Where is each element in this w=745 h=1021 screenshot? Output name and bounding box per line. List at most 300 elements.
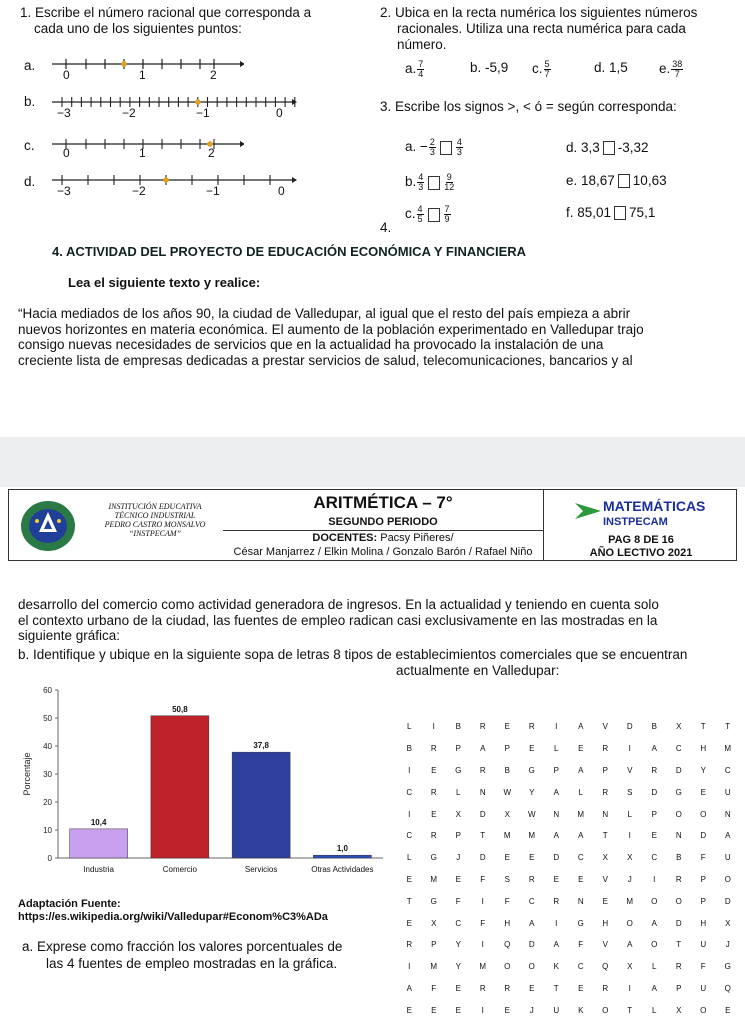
word-search-letter: N <box>479 787 486 797</box>
word-search-letter: G <box>430 853 437 863</box>
word-search-letter: M <box>577 809 585 819</box>
word-search-letter: J <box>529 1005 534 1015</box>
word-search-letter: V <box>602 940 608 950</box>
word-search-letter: I <box>481 940 484 950</box>
word-search-letter: I <box>653 874 656 884</box>
word-search-letter: E <box>602 896 608 906</box>
docentes-line <box>223 532 543 544</box>
word-search-letter: N <box>577 896 584 906</box>
word-search-letter: O <box>602 1005 609 1015</box>
page2-para-line: siguiente gráfica: <box>18 628 121 643</box>
word-search-letter: E <box>406 1005 412 1015</box>
q4-title: 4. ACTIVIDAD DEL PROYECTO DE EDUCACIÓN ECONÓMICA Y FINANCIERA <box>52 244 527 259</box>
word-search-letter: L <box>627 809 632 819</box>
q3-c-label: c. <box>405 206 416 222</box>
word-search-letter: E <box>529 744 535 754</box>
word-search-letter: W <box>527 809 536 819</box>
page-header <box>8 489 737 561</box>
word-search-letter: X <box>455 809 461 819</box>
word-search-letter: R <box>602 983 609 993</box>
word-search-letter: D <box>553 853 560 863</box>
word-search-letter: O <box>700 1005 707 1015</box>
word-search-letter: R <box>479 722 486 732</box>
page2-a-line2: las 4 fuentes de empleo mostradas en la gráfica. <box>46 956 338 971</box>
q3-b-answer-box[interactable] <box>428 176 440 190</box>
word-search-letter: T <box>676 940 682 950</box>
word-search-letter: F <box>700 962 706 972</box>
word-search-letter: L <box>652 1005 657 1015</box>
word-search-letter: D <box>700 831 707 841</box>
q2-item-e <box>659 60 684 79</box>
word-search-letter: D <box>675 918 682 928</box>
word-search-letter: L <box>652 962 657 972</box>
inst-line: PEDRO CASTRO MONSALVO <box>104 520 206 529</box>
word-search-letter: T <box>627 1005 633 1015</box>
word-search-letter: U <box>553 1005 560 1015</box>
word-search-letter: W <box>503 787 512 797</box>
word-search-letter: R <box>553 896 560 906</box>
q3-item-d <box>566 140 649 156</box>
word-search-letter: R <box>675 962 682 972</box>
q2-text-line3: número. <box>397 37 447 52</box>
word-search-letter: Y <box>455 962 461 972</box>
word-search-letter: K <box>553 962 559 972</box>
word-search-letter: D <box>479 809 486 819</box>
bar-value-label: 37,8 <box>253 741 269 751</box>
bar <box>70 829 128 858</box>
word-search-letter: T <box>406 896 412 906</box>
line-d-tick-1: −2 <box>132 184 146 198</box>
word-search-letter: V <box>602 722 608 732</box>
q3-c1-num: 4 <box>417 204 423 214</box>
y-tick-label: 40 <box>43 742 52 751</box>
header-divider <box>223 530 543 531</box>
line-d-tick-2: −1 <box>206 184 220 198</box>
y-axis-label: Porcentaje <box>22 752 32 796</box>
line-b-tick-0: −3 <box>57 106 71 120</box>
category-label: Industria <box>83 865 114 874</box>
y-tick-label: 60 <box>43 686 52 695</box>
word-search-letter: A <box>651 744 657 754</box>
q3-a1-num: 2 <box>429 137 435 147</box>
school-seal-logo <box>19 499 77 553</box>
q2-item-c <box>532 60 552 79</box>
line-a-letter: a. <box>24 58 36 73</box>
word-search-letter: G <box>577 918 584 928</box>
word-search-letter: M <box>528 831 536 841</box>
word-search-row <box>397 978 740 1000</box>
word-search-row <box>397 803 740 825</box>
page2-b-line1: b. Identifique y ubique en la siguiente sopa de letras 8 tipos de establecimientos comerciales que se encuentran <box>18 647 688 662</box>
word-search-letter: O <box>651 896 658 906</box>
word-search-letter: G <box>430 896 437 906</box>
word-search-letter: N <box>602 809 609 819</box>
word-search-letter: O <box>626 918 633 928</box>
bar-value-label: 10,4 <box>90 817 107 827</box>
word-search-letter: A <box>725 831 731 841</box>
word-search-letter: C <box>577 853 584 863</box>
word-search-letter: A <box>651 983 657 993</box>
word-search-letter: U <box>724 787 731 797</box>
word-search-letter: I <box>408 962 411 972</box>
q2-e-label: e. <box>659 61 671 77</box>
word-search-letter: R <box>406 940 413 950</box>
word-search-letter: H <box>504 918 511 928</box>
word-search-letter: P <box>676 983 682 993</box>
employment-bar-chart <box>18 680 388 885</box>
bar <box>232 752 290 858</box>
word-search-letter: E <box>578 744 584 754</box>
word-search-letter: H <box>700 744 707 754</box>
word-search-letter: D <box>528 940 535 950</box>
word-search-letter: N <box>724 809 731 819</box>
word-search-letter: I <box>555 722 558 732</box>
word-search-letter: U <box>724 853 731 863</box>
word-search-letter: E <box>504 722 510 732</box>
word-search-row <box>397 781 740 803</box>
word-search-letter: P <box>651 809 657 819</box>
word-search-row <box>397 760 740 782</box>
word-search-letter: C <box>675 744 682 754</box>
word-search-letter: D <box>675 765 682 775</box>
word-search-letter: A <box>553 831 559 841</box>
word-search-letter: E <box>431 765 437 775</box>
q2-a-num: 7 <box>418 59 424 69</box>
word-search-letter: F <box>578 940 584 950</box>
word-search-letter: E <box>578 874 584 884</box>
word-search-letter: G <box>455 765 462 775</box>
word-search-letter: R <box>602 744 609 754</box>
word-search-letter: I <box>628 983 631 993</box>
q4-para-line: “Hacia mediados de los años 90, la ciudad de Valledupar, al igual que el resto del país empieza a abrir <box>18 306 631 321</box>
word-search-letter: P <box>602 765 608 775</box>
word-search-letter: F <box>480 874 486 884</box>
word-search-letter: R <box>651 765 658 775</box>
word-search-letter: X <box>431 918 437 928</box>
bar <box>313 855 371 858</box>
q3-a2-num: 4 <box>456 137 462 147</box>
bar-value-label: 1,0 <box>336 844 348 854</box>
word-search-letter: E <box>700 787 706 797</box>
line-c-tick-0: 0 <box>63 146 70 160</box>
q2-a-den: 4 <box>418 69 424 79</box>
word-search-letter: B <box>504 765 510 775</box>
word-search-letter: P <box>700 896 706 906</box>
page2-para-line: desarrollo del comercio como actividad generadora de ingresos. En la actualidad y teniendo en cuenta solo <box>18 597 659 612</box>
word-search-letter: C <box>577 962 584 972</box>
q3-a-label: a. − <box>405 139 428 155</box>
q4-para-line: creciente lista de empresas dedicadas a prestar servicios de salud, telecomunicaciones, bancarios y al <box>18 352 633 368</box>
word-search-letter: D <box>479 853 486 863</box>
word-search-letter: A <box>406 983 412 993</box>
word-search-letter: J <box>725 940 730 950</box>
word-search-letter: R <box>430 787 437 797</box>
word-search-letter: B <box>651 722 657 732</box>
line-c-letter: c. <box>24 138 35 153</box>
word-search-letter: I <box>628 831 631 841</box>
word-search-letter: Q <box>602 962 609 972</box>
q3-item-b <box>405 173 455 192</box>
line-d-letter: d. <box>24 174 36 189</box>
word-search-letter: E <box>504 1005 510 1015</box>
word-search-letter: A <box>627 940 633 950</box>
line-b-tick-3: 0 <box>276 106 283 120</box>
page2-paragraph <box>18 597 659 644</box>
word-search-letter: V <box>602 874 608 884</box>
word-search-letter: R <box>479 983 486 993</box>
q4-instruction: Lea el siguiente texto y realice: <box>68 275 261 290</box>
q3-item-f <box>566 205 655 221</box>
header-vertical-divider <box>543 490 544 560</box>
word-search-row <box>397 869 740 891</box>
line-a-tick-1: 1 <box>139 68 146 82</box>
word-search-letter: T <box>725 722 731 732</box>
q3-e-answer-box[interactable] <box>618 174 630 188</box>
q4-para-line: nuevos horizontes en materia económica. El aumento de la población experimentado en Valledupar trajo <box>18 321 644 337</box>
word-search-letter: S <box>627 787 633 797</box>
q3-c2-den: 9 <box>444 214 450 224</box>
source-title: Adaptación Fuente: <box>18 898 121 910</box>
word-search-letter: O <box>724 874 731 884</box>
word-search-letter: E <box>578 983 584 993</box>
q3-item-e <box>566 173 667 189</box>
word-search-letter: E <box>455 983 461 993</box>
y-tick-label: 20 <box>43 798 52 807</box>
q2-item-a <box>405 60 425 79</box>
word-search-letter: Q <box>504 940 511 950</box>
line-b-tick-1: −2 <box>122 106 136 120</box>
page2-a-line1: a. Exprese como fracción los valores porcentuales de <box>22 939 343 954</box>
y-tick-label: 50 <box>43 714 52 723</box>
q2-c-num: 5 <box>544 59 550 69</box>
word-search-letter: E <box>651 831 657 841</box>
word-search-letter: X <box>504 809 510 819</box>
q3-e-right: 10,63 <box>632 173 667 188</box>
q2-text-line2: racionales. Utiliza una recta numérica para cada <box>397 21 686 36</box>
word-search-letter: O <box>528 962 535 972</box>
word-search-letter: T <box>602 831 608 841</box>
word-search-letter: F <box>700 853 706 863</box>
line-c-tick-1: 1 <box>139 146 146 160</box>
q3-d-answer-box[interactable] <box>603 141 615 155</box>
word-search-letter: X <box>676 722 682 732</box>
q1-text-line1: 1. Escribe el número racional que corresponda a <box>20 5 312 20</box>
q2-e-num: 38 <box>672 59 683 69</box>
word-search-row <box>397 738 740 760</box>
word-search-letter: I <box>555 918 558 928</box>
word-search-letter: B <box>406 744 412 754</box>
q3-e-left: e. 18,67 <box>566 173 615 188</box>
word-search-letter: Y <box>700 765 706 775</box>
q3-c1-den: 5 <box>417 214 423 224</box>
word-search-letter: Y <box>529 787 535 797</box>
word-search-letter: I <box>432 722 435 732</box>
line-b-letter: b. <box>24 94 36 109</box>
y-tick-label: 0 <box>47 854 52 863</box>
word-search-letter: E <box>529 983 535 993</box>
word-search-letter: L <box>578 787 583 797</box>
word-search-letter: A <box>529 918 535 928</box>
word-search-letter: P <box>431 940 437 950</box>
word-search-letter: A <box>578 722 584 732</box>
word-search-letter: D <box>651 787 658 797</box>
word-search-letter: I <box>628 744 631 754</box>
word-search-letter: E <box>406 874 412 884</box>
word-search-letter: O <box>651 940 658 950</box>
word-search-letter: U <box>700 940 707 950</box>
word-search-letter: M <box>479 962 487 972</box>
category-label: Comercio <box>162 865 197 874</box>
line-c-tick-2: 2 <box>208 146 215 160</box>
word-search-letter: C <box>651 853 658 863</box>
word-search-letter: E <box>529 853 535 863</box>
word-search-grid <box>397 716 740 1021</box>
q3-d-left: d. 3,3 <box>566 140 600 155</box>
word-search-letter: E <box>406 918 412 928</box>
q3-b2-den: 12 <box>444 182 455 192</box>
page2-para-line: el contexto urbano de la ciudad, las fuentes de empleo radican casi exclusivamente en las mostradas en la <box>18 612 658 628</box>
word-search-letter: I <box>408 809 411 819</box>
word-search-letter: O <box>675 896 682 906</box>
q2-c-den: 7 <box>544 69 550 79</box>
q3-item-c <box>405 205 452 224</box>
q4-para-line: consigo nuevas necesidades de servicios que en la actualidad ha provocado la instalación de una <box>18 337 604 352</box>
word-search-letter: T <box>700 722 706 732</box>
word-search-row <box>397 999 740 1021</box>
word-search-letter: M <box>626 896 634 906</box>
school-year: AÑO LECTIVO 2021 <box>589 547 693 559</box>
word-search-letter: E <box>553 874 559 884</box>
word-search-letter: C <box>406 787 413 797</box>
word-search-letter: P <box>700 874 706 884</box>
word-search-letter: U <box>700 983 707 993</box>
word-search-letter: E <box>504 853 510 863</box>
school-acronym: INSTPECAM <box>603 516 668 528</box>
docentes-value: Pacsy Piñeres/ <box>377 532 454 544</box>
word-search-letter: E <box>431 1005 437 1015</box>
q1-text-line2: cada uno de los siguientes puntos: <box>34 21 242 36</box>
q3-stray-number: 4. <box>380 220 392 235</box>
word-search-letter: X <box>602 853 608 863</box>
q3-c2-num: 7 <box>444 204 450 214</box>
word-search-letter: Q <box>724 983 731 993</box>
word-search-letter: A <box>480 744 486 754</box>
q2-e-den: 7 <box>674 69 680 79</box>
teacher-names: César Manjarrez / Elkin Molina / Gonzalo Barón / Rafael Niño <box>233 546 533 558</box>
word-search-letter: Y <box>455 940 461 950</box>
word-search-letter: C <box>528 896 535 906</box>
word-search-letter: E <box>725 1005 731 1015</box>
word-search-letter: V <box>627 765 633 775</box>
word-search-letter: X <box>627 853 633 863</box>
category-label: Otras Actividades <box>311 865 374 874</box>
word-search-letter: B <box>455 722 461 732</box>
word-search-row <box>397 847 740 869</box>
q3-a-answer-box[interactable] <box>440 141 452 155</box>
word-search-letter: X <box>676 1005 682 1015</box>
word-search-letter: E <box>455 874 461 884</box>
word-search-letter: J <box>456 853 461 863</box>
word-search-letter: F <box>504 896 510 906</box>
q3-b-label: b. <box>405 174 417 190</box>
word-search-letter: X <box>725 918 731 928</box>
number-line-d <box>48 170 298 200</box>
word-search-letter: O <box>675 809 682 819</box>
word-search-letter: L <box>554 744 559 754</box>
word-search-letter: O <box>700 809 707 819</box>
line-d-tick-0: −3 <box>57 184 71 198</box>
word-search-letter: G <box>528 765 535 775</box>
word-search-letter: C <box>455 918 462 928</box>
word-search-letter: O <box>504 962 511 972</box>
page2-b-line2: actualmente en Valledupar: <box>396 663 560 678</box>
q3-d-right: -3,32 <box>617 140 649 155</box>
word-search-letter: P <box>455 831 461 841</box>
q3-f-right: 75,1 <box>629 205 656 220</box>
inst-line: INSTITUCIÓN EDUCATIVA <box>108 502 202 511</box>
q3-a2-den: 3 <box>456 147 462 157</box>
word-search-letter: G <box>675 787 682 797</box>
q2-item-d: d. 1,5 <box>594 60 628 75</box>
q3-b1-den: 3 <box>418 182 424 192</box>
word-search-letter: R <box>528 874 535 884</box>
word-search-letter: T <box>480 831 486 841</box>
q3-c-answer-box[interactable] <box>428 208 440 222</box>
line-b-tick-2: −1 <box>196 106 210 120</box>
page-number: PAG 8 DE 16 <box>608 534 674 546</box>
word-search-letter: R <box>479 765 486 775</box>
category-label: Servicios <box>244 865 278 874</box>
y-tick-label: 30 <box>43 770 52 779</box>
word-search-letter: M <box>724 744 732 754</box>
q3-title: 3. Escribe los signos >, < ó = según corresponda: <box>380 99 677 114</box>
word-search-letter: R <box>528 722 535 732</box>
word-search-letter: P <box>504 744 510 754</box>
number-line-b <box>48 92 298 122</box>
word-search-letter: F <box>480 918 486 928</box>
inst-line: “INSTPECAM” <box>128 529 181 538</box>
period-label: SEGUNDO PERIODO <box>328 516 438 528</box>
word-search-row <box>397 956 740 978</box>
word-search-letter: A <box>553 940 559 950</box>
q3-f-answer-box[interactable] <box>614 206 626 220</box>
word-search-letter: A <box>553 787 559 797</box>
word-search-letter: H <box>700 918 707 928</box>
subject-title: ARITMÉTICA – 7° <box>313 493 453 512</box>
source-url: https://es.wikipedia.org/wiki/Valledupar#Econom%C3%ADa <box>18 911 328 923</box>
y-tick-label: 10 <box>43 826 52 835</box>
word-search-letter: L <box>407 722 412 732</box>
bar-value-label: 50,8 <box>172 704 188 714</box>
word-search-letter: T <box>553 983 559 993</box>
word-search-letter: F <box>455 896 461 906</box>
inst-line: TÉCNICO INDUSTRIAL <box>114 511 196 520</box>
bar <box>151 716 209 858</box>
q2-item-b: b. -5,9 <box>470 60 509 75</box>
line-d-tick-3: 0 <box>278 184 285 198</box>
institution-name <box>89 502 221 538</box>
word-search-letter: R <box>504 983 511 993</box>
q3-a1-den: 3 <box>429 147 435 157</box>
q3-b1-num: 4 <box>418 172 424 182</box>
word-search-letter: P <box>455 744 461 754</box>
word-search-letter: A <box>578 765 584 775</box>
word-search-letter: A <box>651 918 657 928</box>
q3-b2-num: 9 <box>446 172 452 182</box>
word-search-letter: A <box>578 831 584 841</box>
word-search-letter: N <box>675 831 682 841</box>
q2-a-label: a. <box>405 61 417 77</box>
